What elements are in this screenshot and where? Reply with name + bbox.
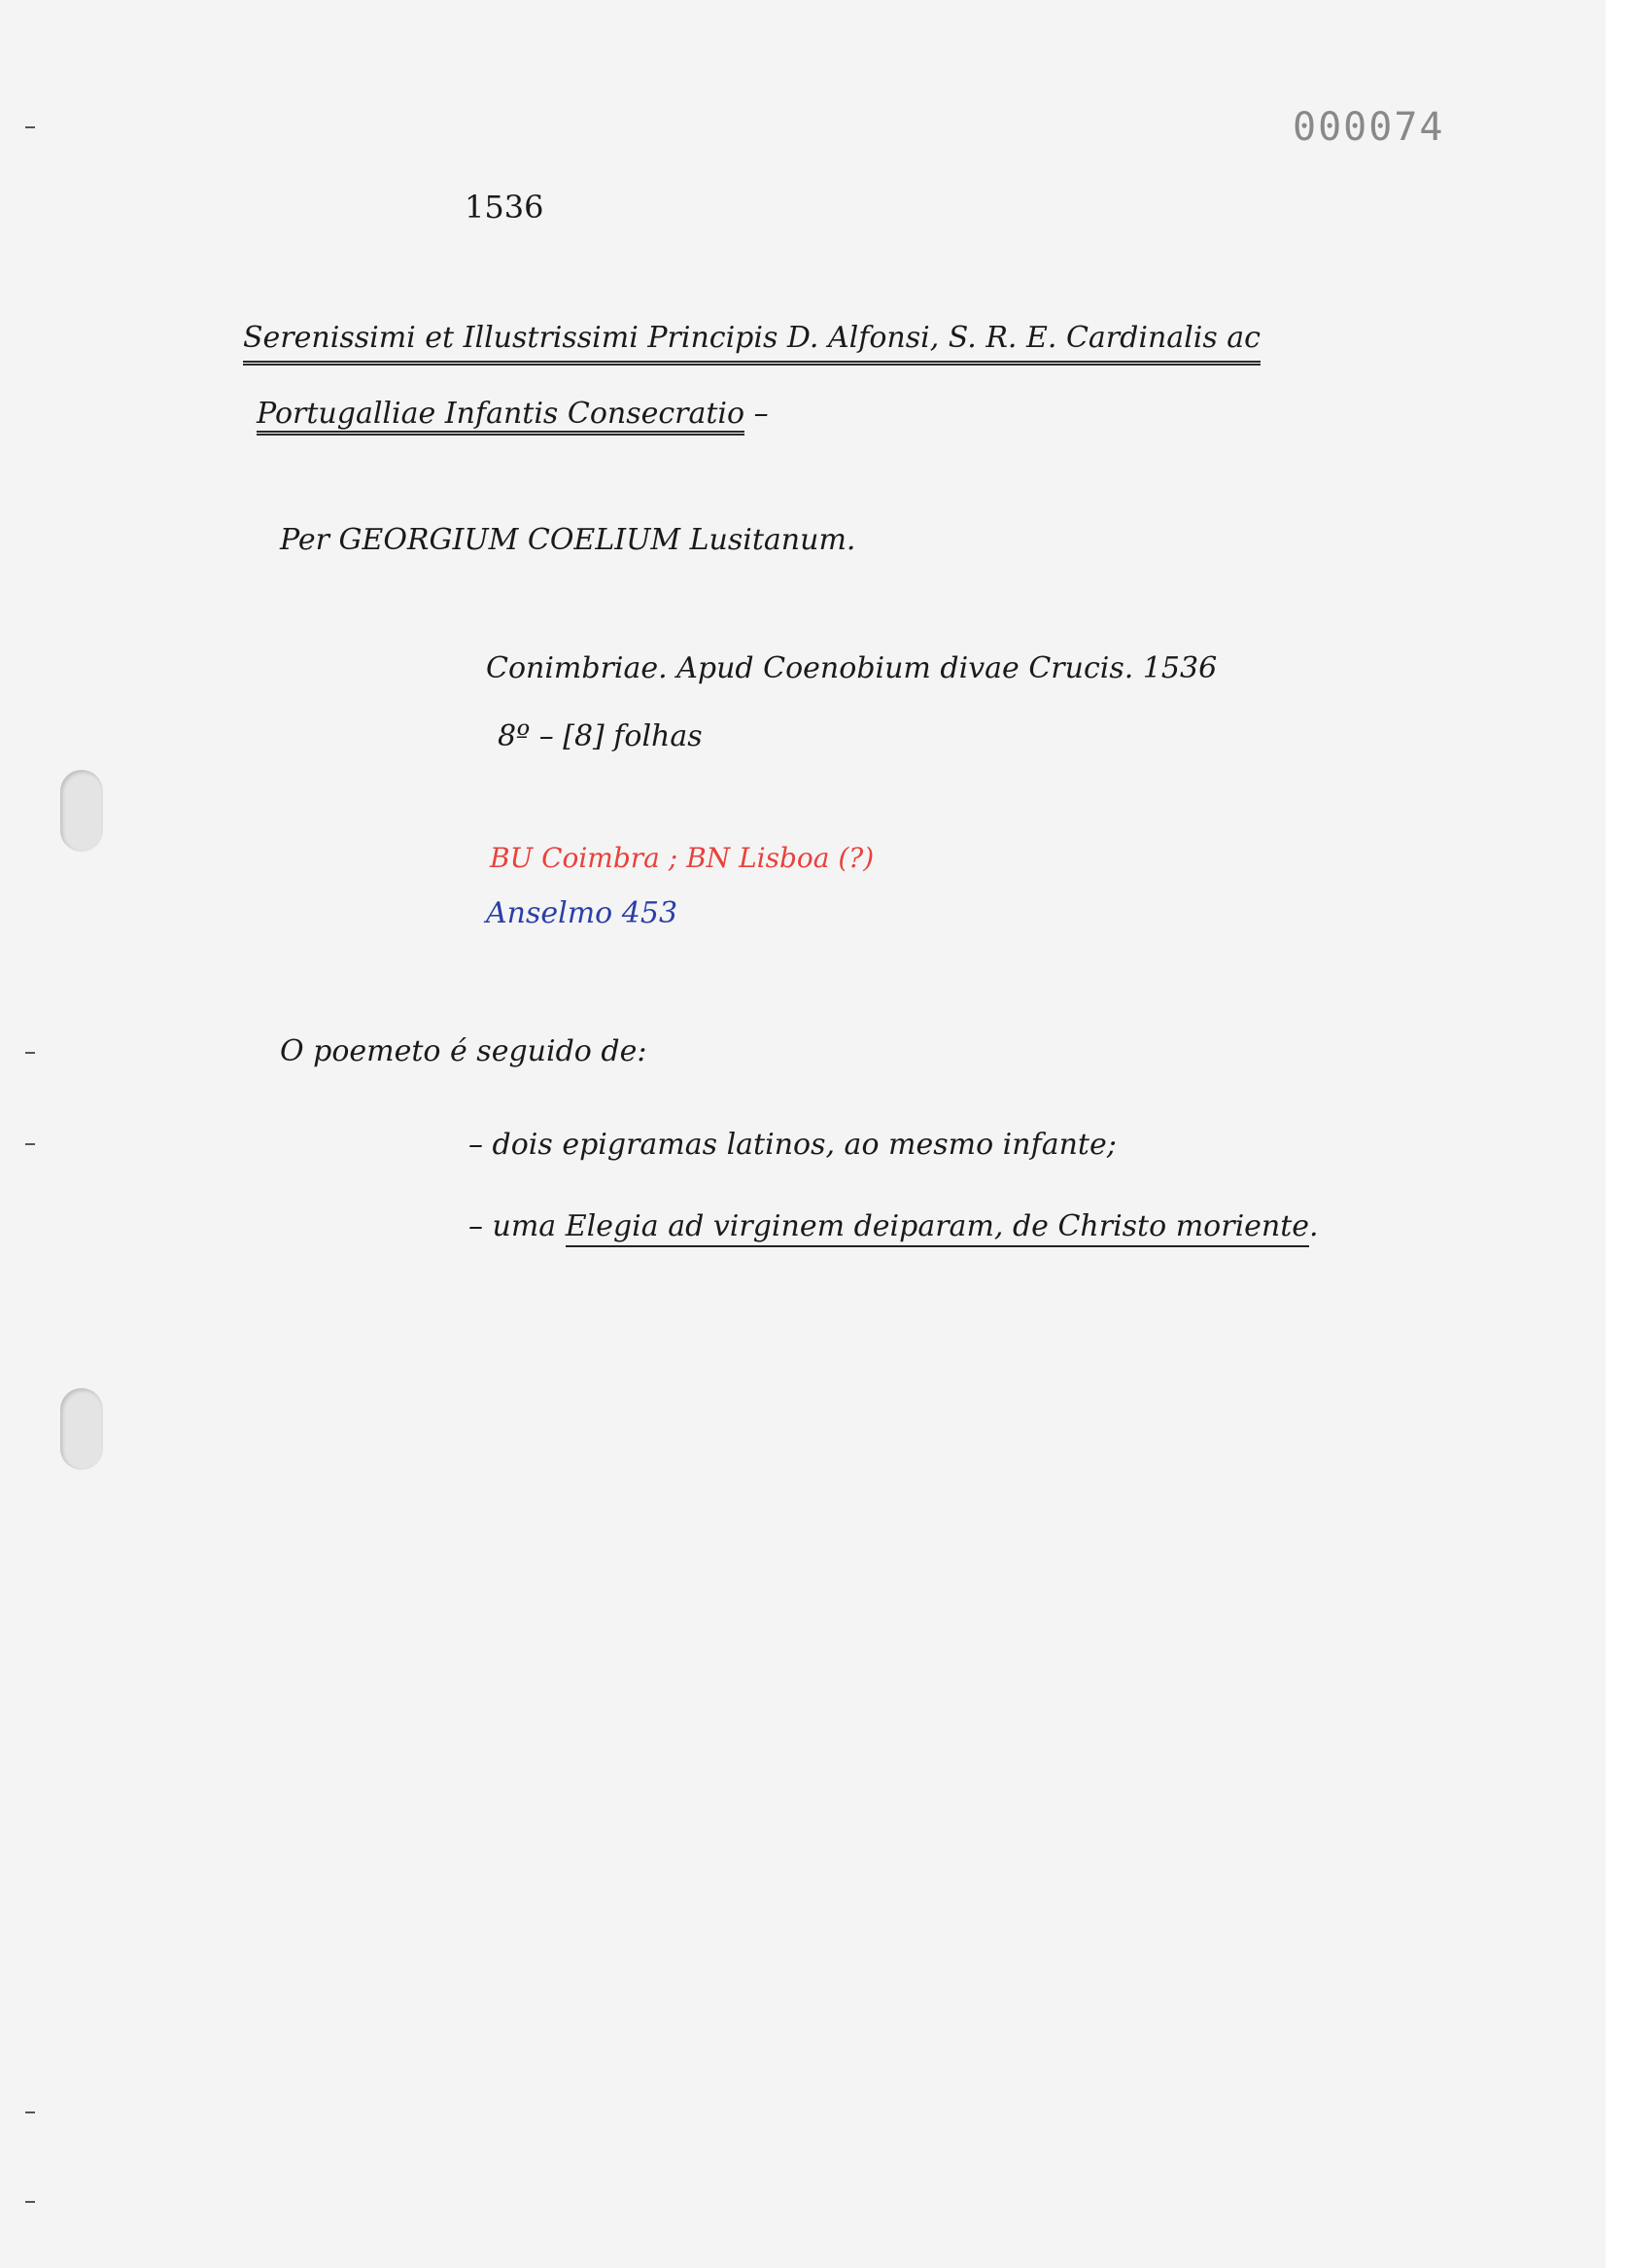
title-line-2-text: Portugalliae Infantis Consecratio: [257, 397, 744, 436]
title-line-2-dash: –: [744, 397, 769, 431]
stamp-number: 000074: [1293, 105, 1445, 150]
elegia-title: Elegia ad virginem deiparam, de Christo moriente: [566, 1209, 1309, 1247]
title-line-1: Serenissimi et Illustrissimi Principis D. Alfonsi, S. R. E. Cardinalis ac: [243, 321, 1261, 366]
format: 8º – [8] folhas: [498, 719, 703, 753]
note-item-elegia-prefix: – uma: [468, 1209, 566, 1243]
punch-hole-lower: [60, 1388, 103, 1470]
edge-mark: [25, 126, 35, 128]
note-item-elegia: [468, 1209, 1319, 1243]
title-line-2: [257, 397, 769, 441]
edge-mark: [25, 1052, 35, 1054]
bibliography-reference: Anselmo 453: [486, 896, 678, 930]
note-intro: O poemeto é seguido de:: [280, 1034, 647, 1068]
punch-hole-upper: [60, 770, 103, 852]
note-item-epigrams: – dois epigramas latinos, ao mesmo infante;: [468, 1128, 1117, 1162]
note-item-elegia-suffix: .: [1309, 1209, 1319, 1243]
holding-libraries: BU Coimbra ; BN Lisboa (?): [490, 842, 875, 874]
page-edge: [1606, 0, 1625, 2268]
edge-mark: [25, 2111, 35, 2113]
edge-mark: [25, 2201, 35, 2203]
imprint: Conimbriae. Apud Coenobium divae Crucis. 1536: [486, 651, 1218, 685]
year: 1536: [465, 189, 544, 226]
author-line: Per GEORGIUM COELIUM Lusitanum.: [280, 523, 856, 557]
edge-mark: [25, 1143, 35, 1145]
